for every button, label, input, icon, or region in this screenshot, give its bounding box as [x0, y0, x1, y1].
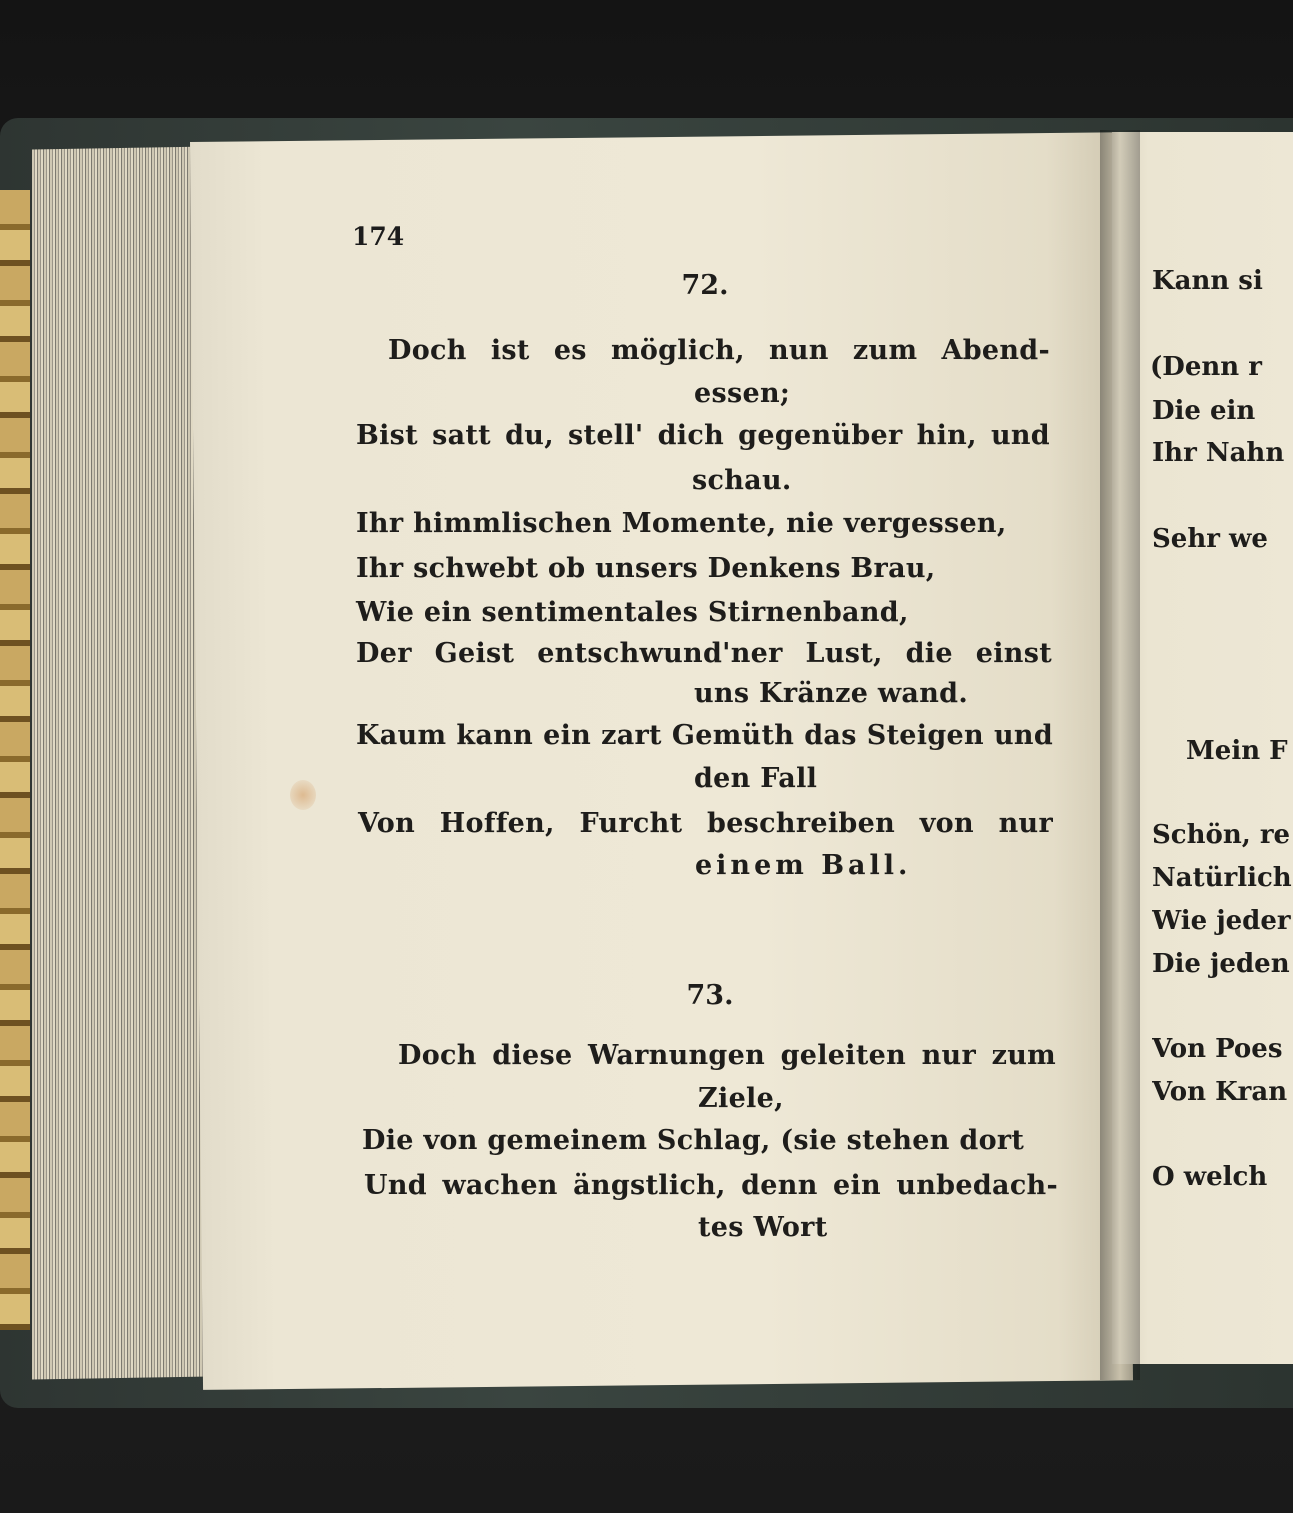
verse-line: Bist satt du, stell' dich gegenüber hin, und — [356, 420, 1050, 451]
verse-line: Und wachen ängstlich, denn ein unbedach- — [364, 1170, 1058, 1201]
verse-line: Wie ein sentimentales Stirnenband, — [356, 597, 909, 628]
stanza-number-73: 73. — [686, 980, 734, 1011]
right-page-line: Sehr we — [1152, 524, 1268, 554]
right-page-line: (Denn r — [1150, 352, 1262, 382]
right-page-line: Von Kran — [1152, 1077, 1288, 1107]
left-page — [190, 132, 1133, 1390]
right-page-line: Kann si — [1152, 266, 1263, 296]
verse-line-continuation: tes Wort — [698, 1212, 828, 1243]
verse-line: Ihr himmlischen Momente, nie vergessen, — [356, 508, 1007, 539]
right-page-line: Die ein — [1152, 396, 1256, 426]
verse-line: Doch diese Warnungen geleiten nur zum — [398, 1040, 1056, 1071]
right-page-line: Die jeden — [1152, 949, 1290, 979]
verse-line-continuation: einem Ball. — [695, 850, 912, 881]
right-page-line: Ihr Nahn — [1152, 438, 1285, 468]
right-page-line: Schön, re — [1152, 820, 1291, 850]
verse-line-continuation: den Fall — [694, 763, 818, 794]
right-page-line: Natürlich — [1152, 863, 1292, 893]
verse-line-continuation: essen; — [694, 378, 791, 409]
right-page-line: Wie jeder — [1152, 906, 1291, 936]
verse-line-continuation: Ziele, — [698, 1083, 784, 1114]
book-spine — [0, 190, 30, 1330]
page-stain — [290, 780, 316, 810]
right-page-line: Mein F — [1186, 736, 1288, 766]
right-page-line: O welch — [1152, 1162, 1268, 1192]
gutter-shadow — [1100, 130, 1140, 1380]
right-page-line: Von Poes — [1152, 1034, 1283, 1064]
verse-line-continuation: schau. — [692, 465, 792, 496]
verse-line: Ihr schwebt ob unsers Denkens Brau, — [356, 553, 936, 584]
stanza-number-72: 72. — [681, 270, 729, 301]
verse-line: Doch ist es möglich, nun zum Abend- — [388, 335, 1050, 366]
verse-line: Die von gemeinem Schlag, (sie stehen dort — [362, 1125, 1025, 1156]
verse-line: Von Hoffen, Furcht beschreiben von nur — [358, 808, 1053, 839]
page-edges — [32, 146, 210, 1379]
verse-line: Kaum kann ein zart Gemüth das Steigen und — [356, 720, 1053, 751]
page-number: 174 — [352, 222, 405, 251]
verse-line-continuation: uns Kränze wand. — [694, 678, 969, 709]
verse-line: Der Geist entschwund'ner Lust, die einst — [356, 638, 1052, 669]
